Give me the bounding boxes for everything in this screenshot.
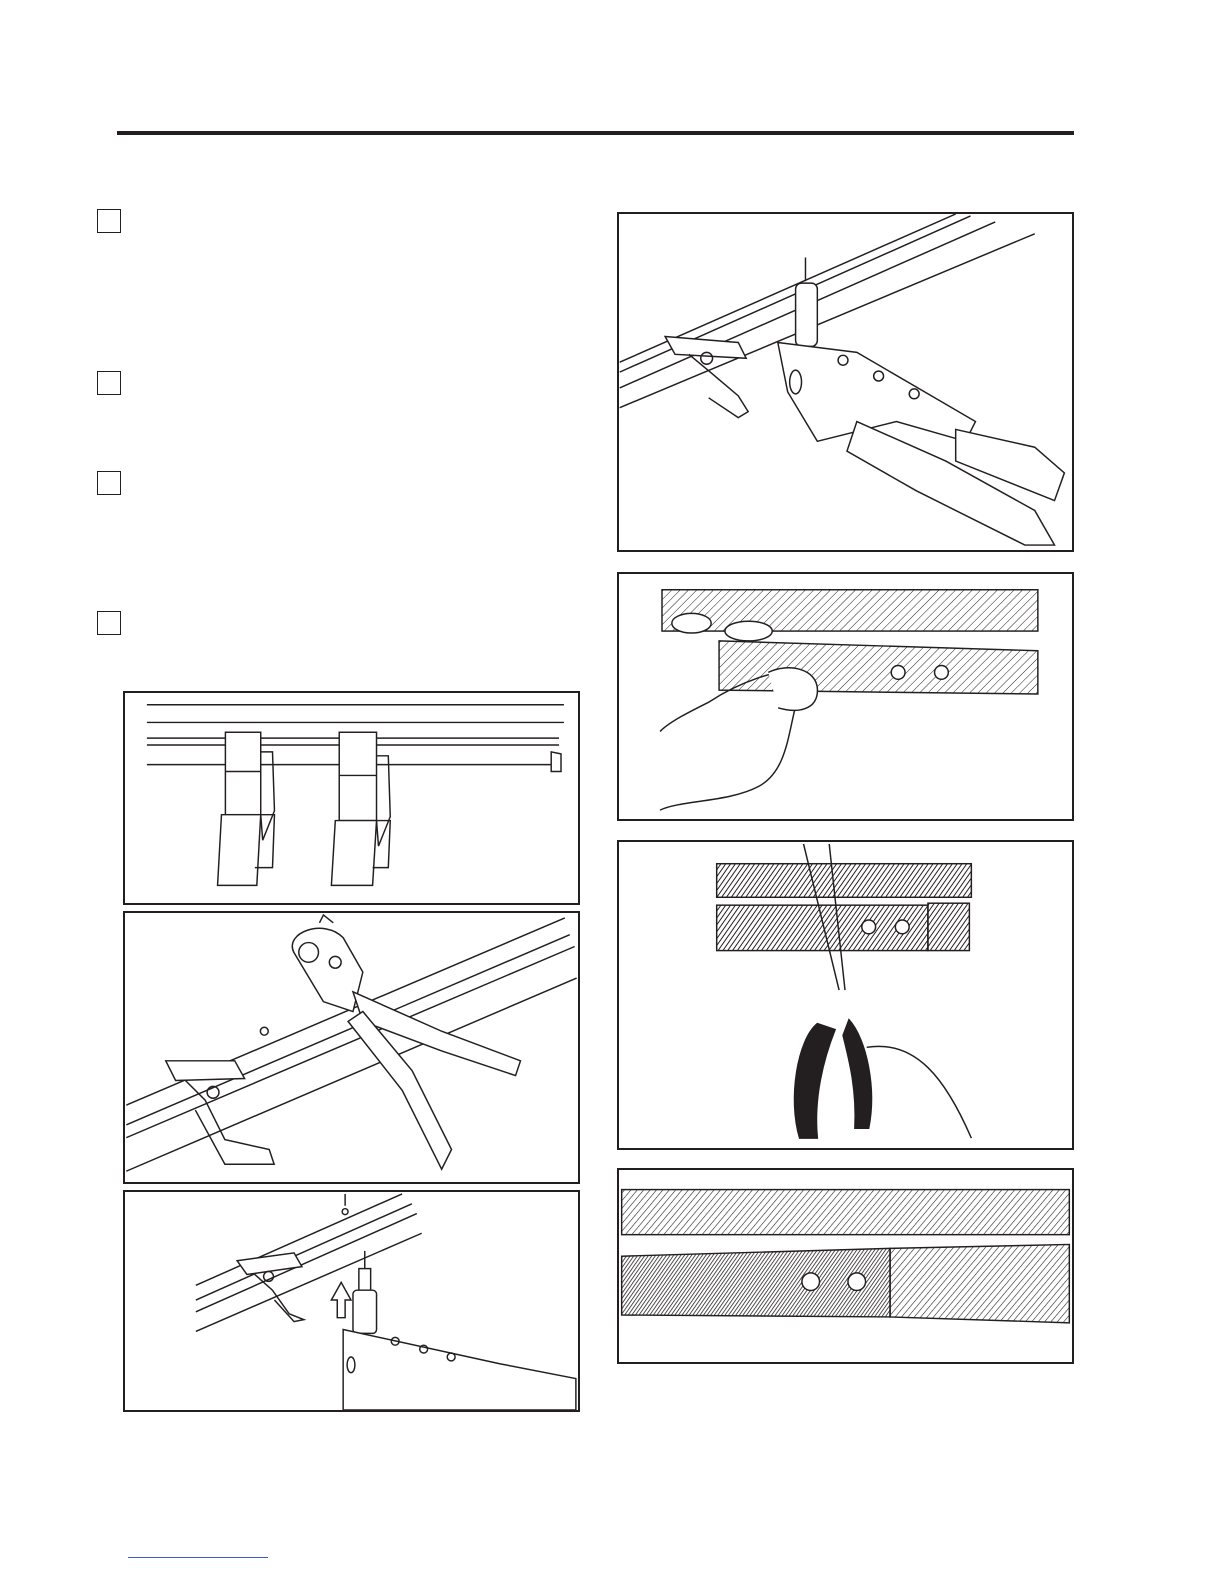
step-4-checkbox[interactable] (97, 611, 121, 635)
step-2-checkbox[interactable] (97, 371, 121, 395)
spring-clamp (166, 1061, 274, 1164)
rivet-gun (343, 1251, 576, 1410)
figure-clamps-on-rail (123, 691, 580, 905)
footer-link-underline[interactable] (128, 1557, 268, 1558)
spring-clamp (237, 1253, 304, 1322)
figure-hand-press (617, 572, 1074, 821)
insert-rivet-illustration (125, 1192, 578, 1410)
figure-finished-strips (617, 1168, 1074, 1364)
scissors-illustration (619, 842, 1072, 1148)
figure-insert-rivet (123, 1190, 580, 1412)
up-arrow (331, 1282, 351, 1317)
hand-press-illustration (619, 574, 1072, 819)
finished-strips-illustration (619, 1170, 1072, 1362)
rivet-gun (778, 257, 1065, 545)
hole-punch-pliers (292, 915, 520, 1169)
figure-punch-pliers (123, 911, 580, 1184)
rivet-gun-illustration (619, 214, 1072, 550)
step-1-checkbox[interactable] (97, 209, 121, 233)
figure-rivet-gun (617, 212, 1074, 552)
spring-clamp-right (331, 732, 390, 885)
step-3-checkbox[interactable] (97, 471, 121, 495)
spring-clamp-left (218, 732, 275, 885)
figure-scissors-trim (617, 840, 1074, 1150)
clamps-illustration (125, 693, 578, 903)
spring-clamp (665, 337, 748, 418)
header-rule (117, 131, 1074, 135)
punch-pliers-illustration (125, 913, 578, 1182)
